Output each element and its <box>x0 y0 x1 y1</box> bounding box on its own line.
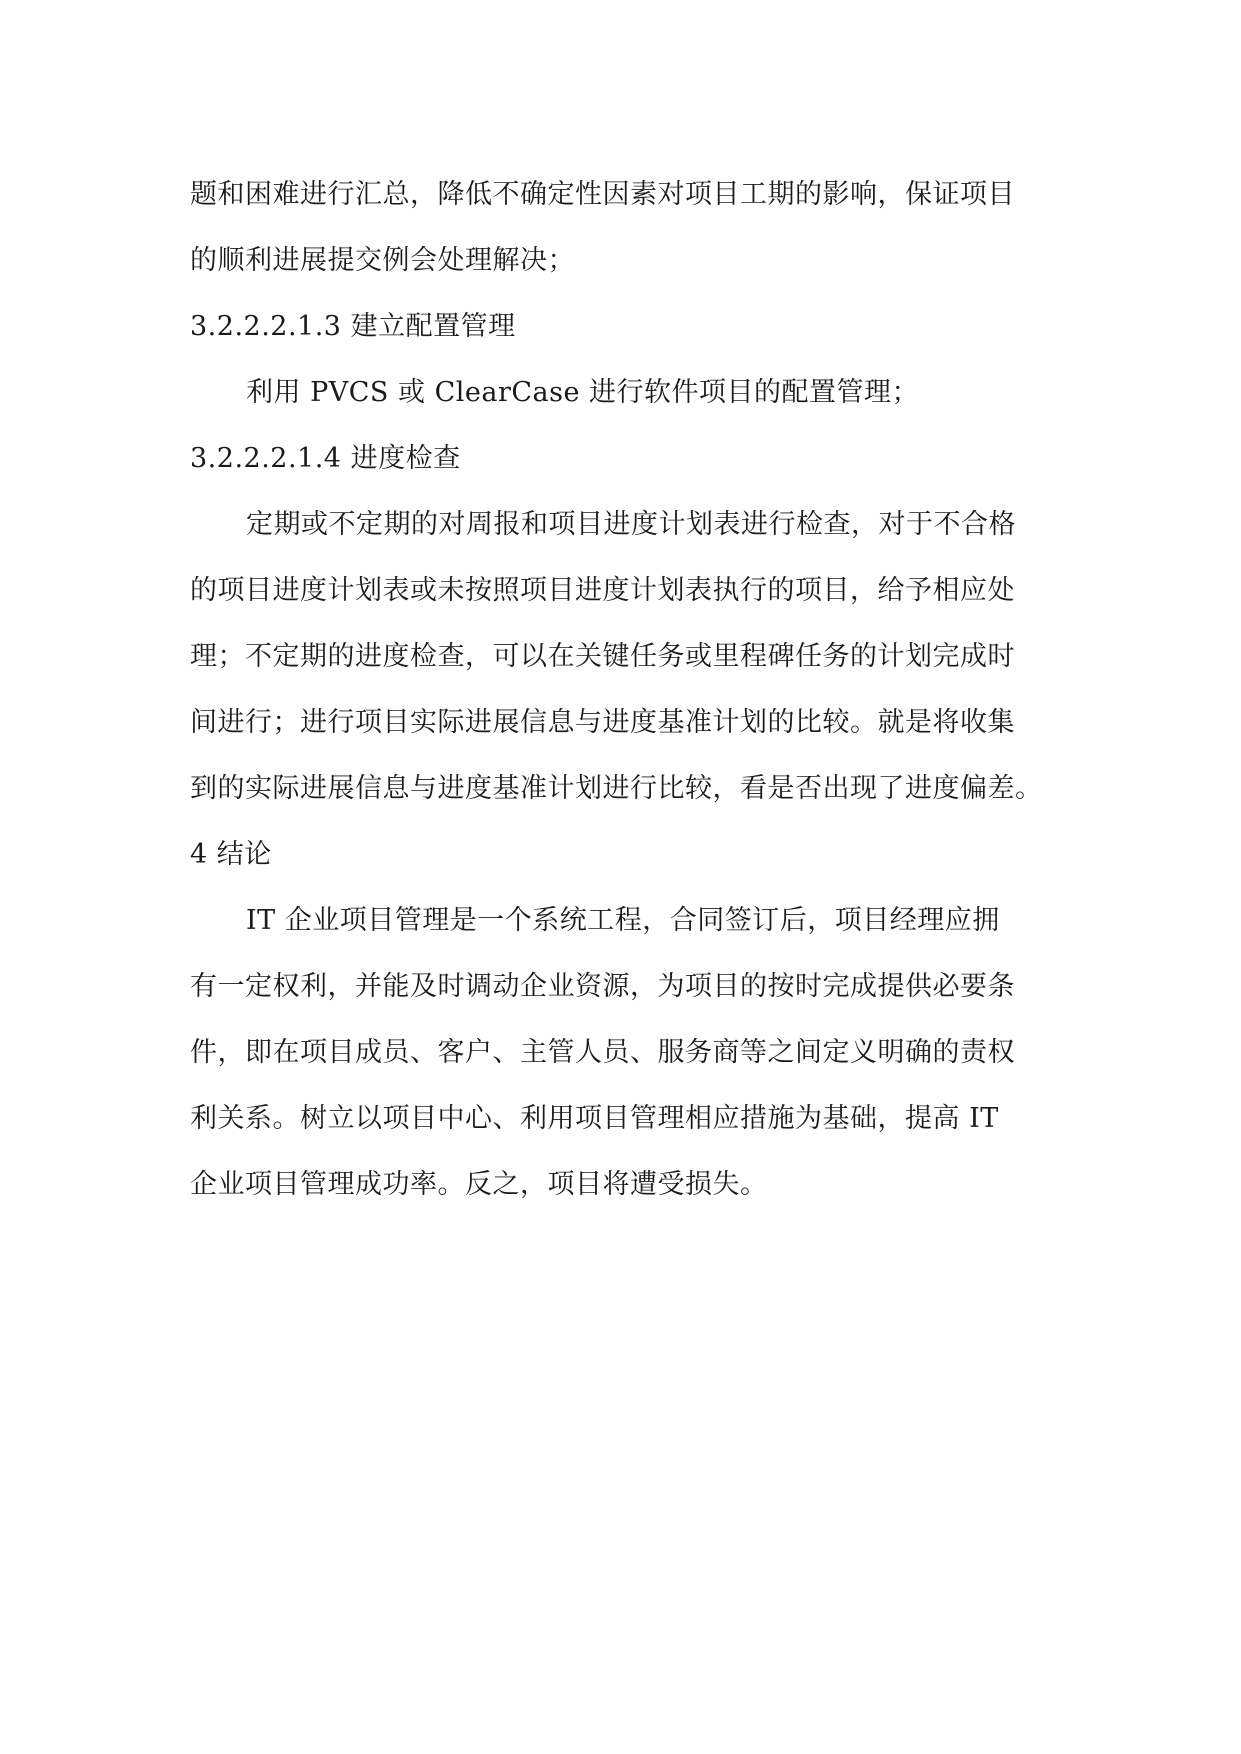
paragraph-line: 题和困难进行汇总，降低不确定性因素对项目工期的影响，保证项目 <box>190 179 1015 210</box>
paragraph-line: 理；不定期的进度检查，可以在关键任务或里程碑任务的计划完成时 <box>190 641 1015 672</box>
paragraph-line: IT 企业项目管理是一个系统工程，合同签订后，项目经理应拥 <box>246 905 1000 936</box>
paragraph-line: 的顺利进展提交例会处理解决； <box>190 245 575 276</box>
section-heading-conclusion: 4 结论 <box>190 839 272 870</box>
paragraph-line: 企业项目管理成功率。反之，项目将遭受损失。 <box>190 1169 768 1200</box>
paragraph-line: 到的实际进展信息与进度基准计划进行比较，看是否出现了进度偏差。 <box>190 773 1043 804</box>
paragraph-line: 的项目进度计划表或未按照项目进度计划表执行的项目，给予相应处 <box>190 575 1015 606</box>
paragraph-line: 件，即在项目成员、客户、主管人员、服务商等之间定义明确的责权 <box>190 1037 1015 1068</box>
paragraph-line: 利用 PVCS 或 ClearCase 进行软件项目的配置管理； <box>246 377 920 408</box>
paragraph-line: 利关系。树立以项目中心、利用项目管理相应措施为基础，提高 IT <box>190 1103 999 1134</box>
section-heading-progress-check: 3.2.2.2.1.4 进度检查 <box>190 443 461 474</box>
section-heading-config-management: 3.2.2.2.1.3 建立配置管理 <box>190 311 516 342</box>
paragraph-line: 有一定权利，并能及时调动企业资源，为项目的按时完成提供必要条 <box>190 971 1015 1002</box>
paragraph-line: 间进行；进行项目实际进展信息与进度基准计划的比较。就是将收集 <box>190 707 1015 738</box>
paragraph-line: 定期或不定期的对周报和项目进度计划表进行检查，对于不合格 <box>246 509 1016 540</box>
document-body <box>190 162 1070 1218</box>
